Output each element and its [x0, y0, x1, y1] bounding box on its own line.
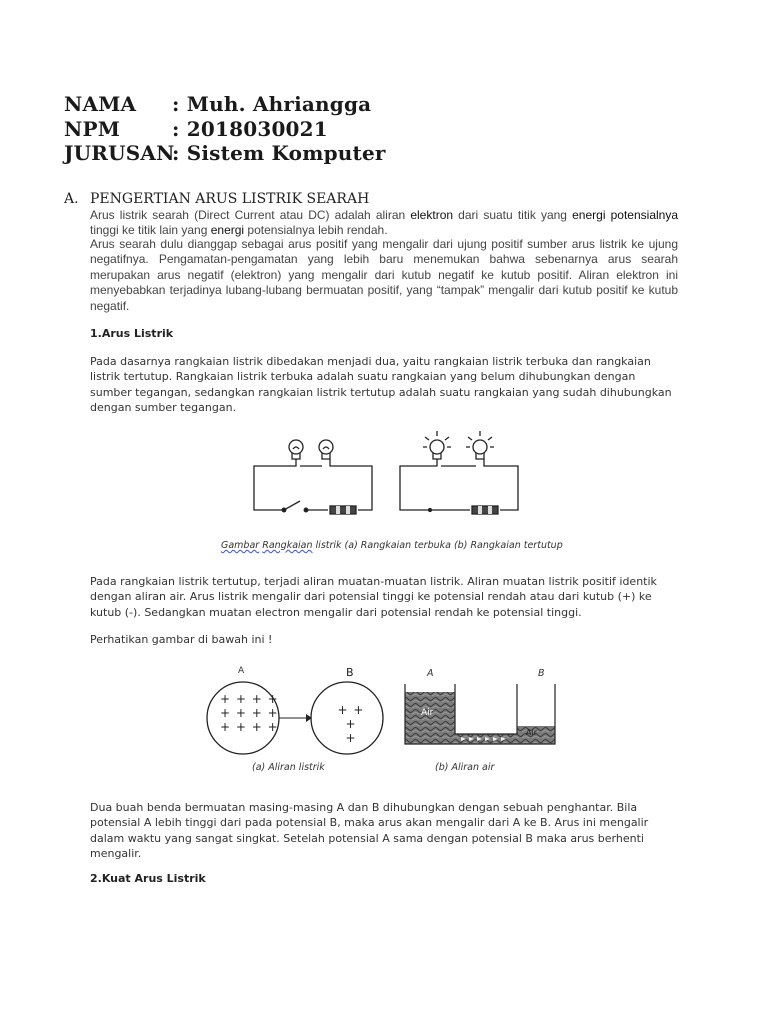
keyword-energi: energi	[210, 223, 245, 238]
sphere-a-charges	[220, 692, 279, 734]
charge-row: + + + +	[220, 706, 279, 720]
section-a-number: A.	[64, 191, 79, 207]
charge-row: +	[345, 731, 357, 745]
nama-label: NAMA	[64, 92, 137, 116]
water-label-b: Air	[526, 728, 537, 737]
caption-word: Rangkaian	[262, 540, 313, 551]
caption-word: Gambar	[221, 540, 260, 551]
bulb-lit-icon	[466, 431, 494, 459]
section-a-title	[64, 191, 369, 207]
open-circuit	[254, 440, 372, 514]
battery-icon	[330, 506, 356, 514]
jurusan-label: JURUSAN	[64, 141, 175, 165]
bulb-icon	[289, 440, 303, 459]
bulb-lit-icon	[423, 431, 451, 459]
section-1-paragraph-4: Dua buah benda bermuatan masing-masing A dan B dihubungkan dengan sebuah penghantar. Bila potensial A lebih tinggi dari pada potensial B, maka arus akan mengalir dari A ke B. Arus ini mengalir dalam waktu yang sangat singkat. Setelah potensial A sama dengan potensial B maka arus berhenti mengalir.	[90, 801, 649, 861]
figure-2-caption-left: (a) Aliran listrik	[252, 762, 325, 773]
charge-row: + + +	[337, 703, 365, 731]
section-1-heading: 1.Arus Listrik	[90, 327, 174, 340]
figure-1-caption	[221, 540, 563, 551]
para-text: Arus listrik searah (Direct Current atau DC) adalah aliran	[90, 208, 411, 222]
section-1-paragraph-1: Pada dasarnya rangkaian listrik dibedakan menjadi dua, yaitu rangkaian listrik terbuka dan rangkaian listrik tertutup. Rangkaian listrik terbuka adalah suatu rangkaian yang belum dihubungkan dengan sumber tegangan, sedangkan rangkaian listrik tertutup adalah suatu rangkaian yang sudah dihubungkan dengan sumber tegangan.	[90, 355, 672, 415]
sphere-b-label: B	[346, 666, 354, 679]
tank-a-label: A	[427, 668, 434, 679]
section-a-paragraph-1	[90, 208, 678, 239]
npm-row	[64, 117, 328, 141]
npm-value: : 2018030021	[172, 117, 328, 141]
nama-value: : Muh. Ahriangga	[172, 92, 372, 116]
para-text: dari suatu titik yang	[453, 208, 573, 222]
jurusan-row	[64, 141, 386, 165]
figure-2-caption-right: (b) Aliran air	[435, 762, 495, 773]
sphere-a-label: A	[238, 666, 245, 676]
bulb-icon	[319, 440, 333, 459]
closed-circuit	[400, 431, 518, 514]
keyword-energi-potensial: energi potensialnya	[572, 208, 679, 222]
section-a-paragraph-2: Arus searah dulu dianggap sebagai arus positif yang mengalir dari ujung positif sumber arus listrik ke ujung negatifnya. Pengamatan-pengamatan yang lebih baru menemukan bahwa sebenarnya arus searah merupakan arus negatif (elektron) yang mengalir dari kutub negatif ke kutub positif. Aliran elektron ini menyebabkan terjadinya lubang-lubang bermuatan positif, yang “tampak” mengalir dari kutub positif ke kutub negatif.	[90, 237, 678, 313]
circuit-figure	[240, 425, 570, 525]
charge-row: + + + +	[220, 692, 279, 706]
caption-rest: listrik (a) Rangkaian terbuka (b) Rangkaian tertutup	[312, 540, 563, 551]
battery-icon	[472, 506, 498, 514]
npm-label: NPM	[64, 117, 121, 141]
section-1-paragraph-3: Perhatikan gambar di bawah ini !	[90, 633, 273, 646]
sphere-b-charges	[330, 703, 372, 745]
section-1-paragraph-2: Pada rangkaian listrik tertutup, terjadi aliran muatan-muatan listrik. Aliran muatan listrik positif identik dengan aliran air. Arus listrik mengalir dari potensial tinggi ke potensial rendah atau dari kutub (+) ke kutub (-). Sedangkan muatan electron mengalir dari potensial rendah ke potensial tinggi.	[90, 575, 657, 619]
section-2-heading: 2.Kuat Arus Listrik	[90, 872, 206, 885]
para-text: tinggi ke titik lain yang	[90, 223, 211, 238]
charge-row: + + + +	[220, 720, 279, 734]
section-a-heading: PENGERTIAN ARUS LISTRIK SEARAH	[90, 191, 370, 207]
nama-row	[64, 92, 371, 116]
switch-icon	[282, 501, 308, 512]
keyword-elektron: elektron	[410, 208, 454, 222]
para-text: potensialnya lebih rendah.	[244, 223, 388, 238]
tank-a-water	[405, 692, 455, 744]
tank-b-label: B	[538, 668, 545, 679]
water-label-a: Air	[421, 708, 434, 718]
jurusan-value: : Sistem Komputer	[172, 141, 386, 165]
